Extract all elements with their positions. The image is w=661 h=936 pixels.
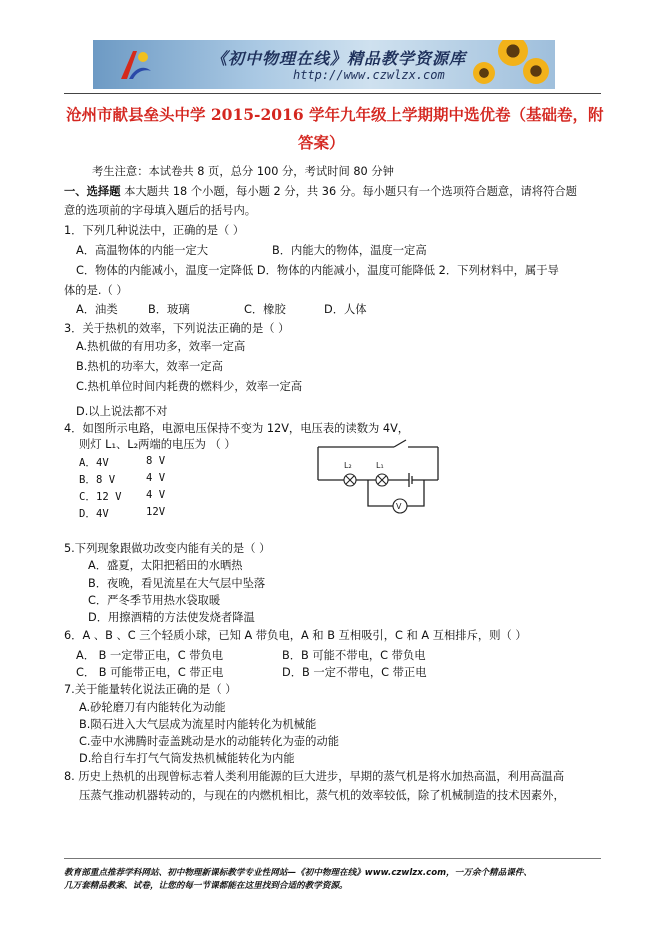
circuit-diagram bbox=[316, 437, 442, 517]
q2-option-d: D．人体 bbox=[324, 303, 367, 316]
q4-option-c-value: 4 V bbox=[146, 489, 166, 501]
q2-option-a: A．油类 bbox=[76, 303, 118, 316]
q5-option-a: A．盛夏，太阳把稻田的水晒热 bbox=[88, 559, 243, 572]
q1-option-a: A．高温物体的内能一定大 bbox=[76, 244, 208, 257]
sunflower-icon bbox=[523, 58, 549, 84]
q6-option-a: A． B 一定带正电，C 带负电 bbox=[76, 649, 224, 662]
q2-option-b: B．玻璃 bbox=[148, 303, 190, 316]
q8-stem2: 压蒸气推动机器转动的，与现在的内燃机相比，蒸气机的效率较低，除了机械制造的技术因素外， bbox=[79, 789, 565, 802]
q4-option-b: B．8 V bbox=[79, 474, 116, 486]
q6-stem: 6．A 、B 、C 三个轻质小球，已知 A 带负电，A 和 B 互相吸引，C 和 A 互相排斥，则（ ） bbox=[64, 629, 527, 642]
footer-line2: 几万套精品教案、试卷，让您的每一节课都能在这里找到合适的教学资源。 bbox=[64, 881, 348, 891]
q5-option-d: D．用擦酒精的方法使发烧者降温 bbox=[88, 611, 255, 624]
q4-option-a-value: 8 V bbox=[146, 455, 166, 467]
footer-divider bbox=[64, 858, 601, 859]
page-title-line1: 沧州市献县垒头中学 2015-2016 学年九年级上学期期中选优卷（基础卷，附 bbox=[66, 105, 604, 124]
label-l1: L₁ bbox=[376, 461, 384, 470]
banner-url: http://www.czwlzx.com bbox=[293, 68, 445, 82]
lamp-l2-icon bbox=[344, 474, 356, 486]
q4-option-a: A．4V bbox=[79, 457, 109, 469]
q5-option-c: C．严冬季节用热水袋取暖 bbox=[88, 594, 221, 607]
sunflower-icon bbox=[498, 40, 528, 66]
q5-stem: 5.下列现象跟做功改变内能有关的是（ ） bbox=[64, 542, 271, 555]
q3-option-d: D.以上说法都不对 bbox=[76, 405, 168, 418]
label-v: V bbox=[396, 502, 402, 511]
q4-option-d: D．4V bbox=[79, 508, 109, 520]
sunflower-icon bbox=[473, 62, 495, 84]
q6-option-c: C． B 可能带正电，C 带正电 bbox=[76, 666, 224, 679]
q6-option-d: D．B 一定不带电，C 带正电 bbox=[282, 666, 427, 679]
section-text: 本大题共 18 个小题，每小题 2 分，共 36 分。每小题只有一个选项符合题意，请将符合题 bbox=[120, 185, 577, 198]
q6-option-b: B．B 可能不带电，C 带负电 bbox=[282, 649, 426, 662]
q3-option-a: A.热机做的有用功多，效率一定高 bbox=[76, 340, 246, 353]
banner-title: 《初中物理在线》精品教学资源库 bbox=[211, 49, 467, 68]
section-label: 一、选择题 bbox=[64, 185, 121, 198]
q3-option-c: C.热机单位时间内耗费的燃料少，效率一定高 bbox=[76, 380, 303, 393]
exam-note: 考生注意：本试卷共 8 页，总分 100 分，考试时间 80 分钟 bbox=[92, 165, 394, 178]
q7-option-d: D.给自行车打气气筒发热机械能转化为内能 bbox=[79, 752, 295, 765]
q4-stem: 4．如图所示电路，电源电压保持不变为 12V，电压表的读数为 4V， bbox=[64, 422, 410, 435]
lamp-l1-icon bbox=[376, 474, 388, 486]
q2-option-c: C．橡胶 bbox=[244, 303, 286, 316]
q4-option-b-value: 4 V bbox=[146, 472, 166, 484]
q2-stem-cont: 体的是.（ ） bbox=[64, 284, 128, 297]
q5-option-b: B．夜晚，看见流星在大气层中坠落 bbox=[88, 577, 266, 590]
q1-option-cd: C．物体的内能减小，温度一定降低 D．物体的内能减小，温度可能降低 2．下列材料中，属于导 bbox=[76, 264, 559, 277]
q7-option-b: B.陨石进入大气层成为流星时内能转化为机械能 bbox=[79, 718, 317, 731]
q4-stem2: 则灯 L₁、L₂两端的电压为 （ ） bbox=[79, 438, 236, 451]
section-text-line2: 意的选项前的字母填入题后的括号内。 bbox=[64, 204, 257, 217]
q3-stem: 3．关于热机的效率，下列说法正确的是（ ） bbox=[64, 322, 290, 335]
label-l2: L₂ bbox=[344, 461, 352, 470]
q1-stem: 1．下列几种说法中，正确的是（ ） bbox=[64, 224, 245, 237]
q4-option-d-value: 12V bbox=[146, 506, 166, 518]
section-intro bbox=[64, 183, 577, 199]
q7-option-a: A.砂轮磨刀有内能转化为动能 bbox=[79, 701, 226, 714]
q7-option-c: C.壶中水沸腾时壶盖跳动是水的动能转化为壶的动能 bbox=[79, 735, 340, 748]
q1-option-b: B．内能大的物体，温度一定高 bbox=[272, 244, 427, 257]
site-logo-icon bbox=[115, 45, 155, 85]
q4-option-c: C．12 V bbox=[79, 491, 122, 503]
footer-line1: 教育部重点推荐学科网站、初中物理新课标教学专业性网站—《初中物理在线》www.czwlzx.com，一万余个精品课件、 bbox=[64, 868, 532, 878]
q7-stem: 7.关于能量转化说法正确的是（ ） bbox=[64, 683, 237, 696]
header-divider bbox=[64, 93, 601, 94]
q3-option-b: B.热机的功率大，效率一定高 bbox=[76, 360, 223, 373]
header-banner bbox=[93, 40, 555, 89]
q8-stem: 8. 历史上热机的出现曾标志着人类利用能源的巨大进步，早期的蒸气机是将水加热高温，利用高温高 bbox=[64, 770, 565, 783]
page-title-line2: 答案） bbox=[298, 133, 345, 152]
